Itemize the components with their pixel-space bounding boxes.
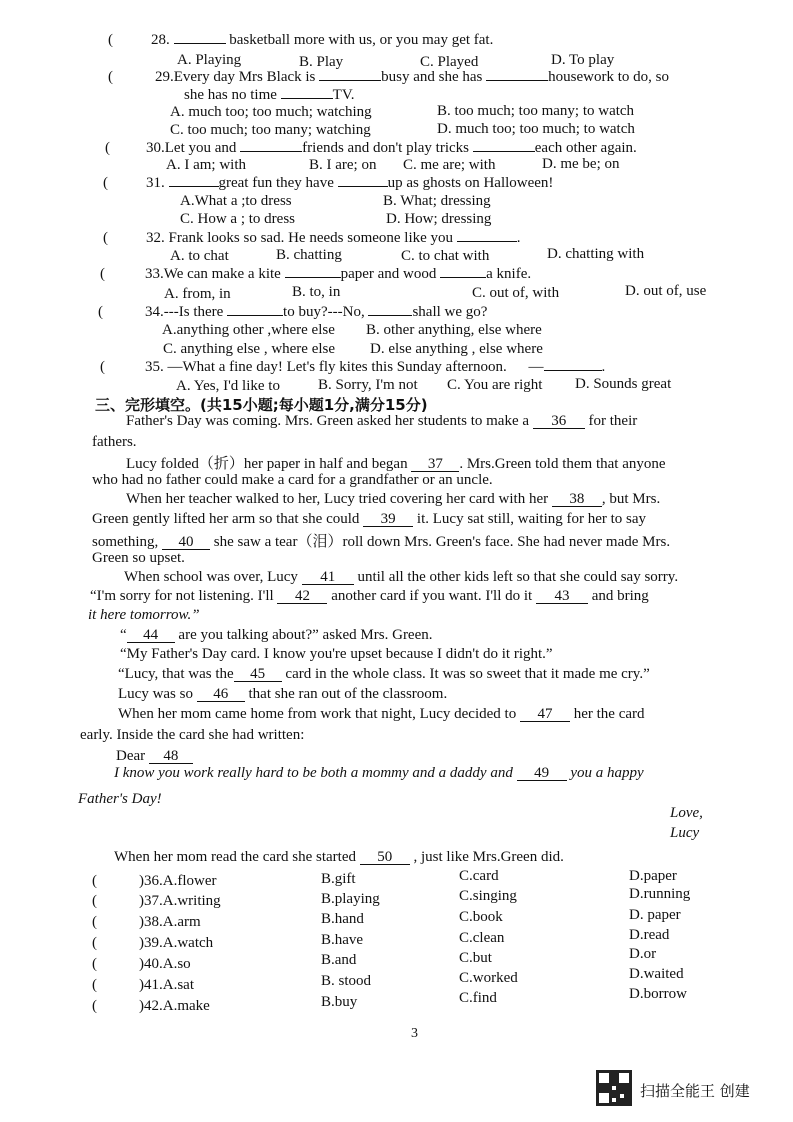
- choice-d: D.read: [629, 927, 670, 943]
- option-c: C. out of, with: [472, 285, 560, 301]
- passage-line: Dear 48: [116, 748, 193, 765]
- option-d: D. To play: [551, 52, 615, 68]
- blank-46[interactable]: 46: [197, 687, 245, 702]
- qr-code-icon: [596, 1070, 632, 1106]
- choice-b: B.playing: [321, 891, 380, 907]
- blank-38[interactable]: 38: [552, 492, 602, 507]
- choice-d: D. paper: [629, 907, 681, 923]
- question-31: ( 31. great fun they have up as ghosts on Halloween!: [103, 175, 554, 191]
- passage-line: “My Father's Day card. I know you're upset because I didn't do it right.”: [120, 646, 553, 662]
- choice-b: B.hand: [321, 911, 364, 927]
- question-33: ( 33.We can make a kite paper and wood a knife.: [100, 266, 532, 282]
- passage-line: Father's Day was coming. Mrs. Green asked her students to make a 36 for their: [126, 413, 638, 429]
- question-30: ( 30.Let you and friends and don't play tricks each other again.: [105, 140, 637, 156]
- passage-line: Lucy folded（折）her paper in half and began 37 . Mrs.Green told them that anyone: [126, 456, 666, 472]
- blank-45[interactable]: 45: [234, 667, 282, 682]
- passage-line: Lucy was so 46 that she ran out of the classroom.: [118, 686, 448, 702]
- passage-line: “I'm sorry for not listening. I'll 42 another card if you want. I'll do it 43 and bring: [90, 588, 649, 604]
- choice-row: ( )39.A.watch: [92, 935, 214, 951]
- choice-row: ( )38.A.arm: [92, 914, 201, 930]
- answer-blank[interactable]: [338, 186, 388, 187]
- passage-line: “Lucy, that was the 45 card in the whole class. It was so sweet that it made me cry.”: [118, 666, 650, 682]
- option-c: C. too much; too many; watching: [170, 122, 371, 138]
- answer-blank[interactable]: [281, 98, 333, 99]
- answer-blank[interactable]: [227, 315, 283, 316]
- signature: Lucy: [670, 825, 700, 841]
- option-d: D. How; dressing: [386, 211, 492, 227]
- answer-blank[interactable]: [285, 277, 341, 278]
- option-a: A.anything other ,where else: [162, 322, 335, 338]
- choice-row: ( )42.A.make: [92, 998, 210, 1014]
- answer-blank[interactable]: [319, 80, 381, 81]
- passage-line: “ 44 are you talking about?” asked Mrs. Green.: [120, 627, 433, 643]
- answer-blank[interactable]: [544, 370, 602, 371]
- blank-44[interactable]: 44: [127, 628, 175, 643]
- choice-c: C.find: [459, 990, 497, 1006]
- question-29: ( 29.Every day Mrs Black is busy and she has housework to do, so: [108, 69, 669, 85]
- passage-line: I know you work really hard to be both a mommy and a daddy and 49 you a happy: [114, 765, 644, 781]
- option-b: B. to, in: [292, 284, 341, 300]
- choice-c: C.but: [459, 950, 492, 966]
- question-34: ( 34.---Is there to buy?---No, shall we go?: [98, 304, 488, 320]
- page-number: 3: [411, 1026, 418, 1041]
- choice-d: D.running: [629, 886, 691, 902]
- question-35: ( 35. —What a fine day! Let's fly kites this Sunday afternoon. — .: [100, 359, 606, 375]
- question-32: ( 32. Frank looks so sad. He needs someone like you .: [103, 230, 521, 246]
- option-a: A. from, in: [164, 286, 231, 302]
- choice-d: D.borrow: [629, 986, 687, 1002]
- option-c: C. anything else , where else: [163, 341, 336, 357]
- blank-39[interactable]: 39: [363, 512, 413, 527]
- option-d: D. else anything , else where: [370, 341, 543, 357]
- answer-blank[interactable]: [240, 151, 302, 152]
- choice-d: D.or: [629, 946, 657, 962]
- option-a: A. much too; too much; watching: [170, 104, 372, 120]
- passage-line: something, 40 she saw a tear（泪）roll down Mrs. Green's face. She had never made Mrs.: [92, 534, 671, 550]
- option-c: C. How a ; to dress: [180, 211, 295, 227]
- choice-d: D.paper: [629, 868, 677, 884]
- answer-blank[interactable]: [368, 315, 412, 316]
- blank-41[interactable]: 41: [302, 570, 354, 585]
- choice-row: ( )40.A.so: [92, 956, 191, 972]
- choice-row: ( )37.A.writing: [92, 893, 221, 909]
- option-b: B. I are; on: [309, 157, 377, 173]
- choice-c: C.singing: [459, 888, 517, 904]
- choice-c: C.card: [459, 868, 499, 884]
- signoff: Love,: [670, 805, 703, 821]
- choice-b: B. stood: [321, 973, 372, 989]
- footer-text: 扫描全能王 创建: [640, 1082, 750, 1100]
- question-29-line2: she has no time TV.: [184, 87, 355, 103]
- q28-stem-num: 28.: [151, 32, 170, 48]
- blank-36[interactable]: 36: [533, 414, 585, 429]
- blank-50[interactable]: 50: [360, 850, 410, 865]
- choice-c: C.worked: [459, 970, 518, 986]
- option-c: C. me are; with: [403, 157, 496, 173]
- option-a: A. to chat: [170, 248, 229, 264]
- blank-40[interactable]: 40: [162, 535, 210, 550]
- answer-blank[interactable]: [440, 277, 486, 278]
- choice-b: B.buy: [321, 994, 358, 1010]
- choice-b: B.gift: [321, 871, 356, 887]
- passage-line: it here tomorrow.”: [88, 607, 200, 623]
- choice-row: ( )41.A.sat: [92, 977, 194, 993]
- choice-b: B.and: [321, 952, 357, 968]
- answer-blank[interactable]: [486, 80, 548, 81]
- passage-line: When her mom came home from work that night, Lucy decided to 47 her the card: [118, 706, 645, 722]
- option-d: D. chatting with: [547, 246, 645, 262]
- passage-line: When her mom read the card she started 50 , just like Mrs.Green did.: [114, 849, 564, 865]
- passage-line: Father's Day!: [78, 791, 162, 807]
- choice-row: ( )36.A.flower: [92, 873, 217, 889]
- choice-d: D.waited: [629, 966, 684, 982]
- passage-line: early. Inside the card she had written:: [80, 727, 305, 743]
- blank-42[interactable]: 42: [277, 589, 327, 604]
- option-a: A. Playing: [177, 52, 242, 68]
- option-d: D. me be; on: [542, 156, 620, 172]
- option-a: A. I am; with: [166, 157, 246, 173]
- blank-47[interactable]: 47: [520, 707, 570, 722]
- option-d: D. Sounds great: [575, 376, 672, 392]
- option-b: B. Play: [299, 54, 344, 70]
- blank-37[interactable]: 37: [411, 457, 459, 472]
- blank-49[interactable]: 49: [517, 766, 567, 781]
- section-title: 三、完形填空。(共15小题;每小题1分,满分15分): [95, 396, 428, 414]
- option-c: C. You are right: [447, 377, 543, 393]
- answer-blank[interactable]: [473, 151, 535, 152]
- passage-line: Green gently lifted her arm so that she could 39 it. Lucy sat still, waiting for her to say: [92, 511, 647, 527]
- answer-blank[interactable]: [174, 43, 226, 44]
- question-28: ( 28. basketball more with us, or you may get fat.: [108, 32, 494, 48]
- option-a: A. Yes, I'd like to: [176, 378, 280, 394]
- passage-line: Green so upset.: [92, 550, 185, 566]
- option-a: A.What a ;to dress: [180, 193, 292, 209]
- blank-43[interactable]: 43: [536, 589, 588, 604]
- option-b: B. too much; too many; to watch: [437, 103, 635, 119]
- option-d: D. out of, use: [625, 283, 707, 299]
- passage-line: who had no father could make a card for a grandfather or an uncle.: [92, 472, 493, 488]
- answer-blank[interactable]: [457, 241, 517, 242]
- option-b: B. What; dressing: [383, 193, 491, 209]
- option-c: C. Played: [420, 54, 479, 70]
- choice-c: C.clean: [459, 930, 505, 946]
- option-b: B. other anything, else where: [366, 322, 542, 338]
- option-b: B. Sorry, I'm not: [318, 377, 418, 393]
- choice-c: C.book: [459, 909, 503, 925]
- option-d: D. much too; too much; to watch: [437, 121, 635, 137]
- option-b: B. chatting: [276, 247, 342, 263]
- passage-line: When her teacher walked to her, Lucy tried covering her card with her 38 , but Mrs.: [126, 491, 661, 507]
- passage-line: fathers.: [92, 434, 137, 450]
- blank-48[interactable]: 48: [149, 749, 193, 764]
- answer-blank[interactable]: [169, 186, 219, 187]
- passage-line: When school was over, Lucy 41 until all the other kids left so that she could say sorry.: [124, 569, 679, 585]
- option-c: C. to chat with: [401, 248, 490, 264]
- choice-b: B.have: [321, 932, 364, 948]
